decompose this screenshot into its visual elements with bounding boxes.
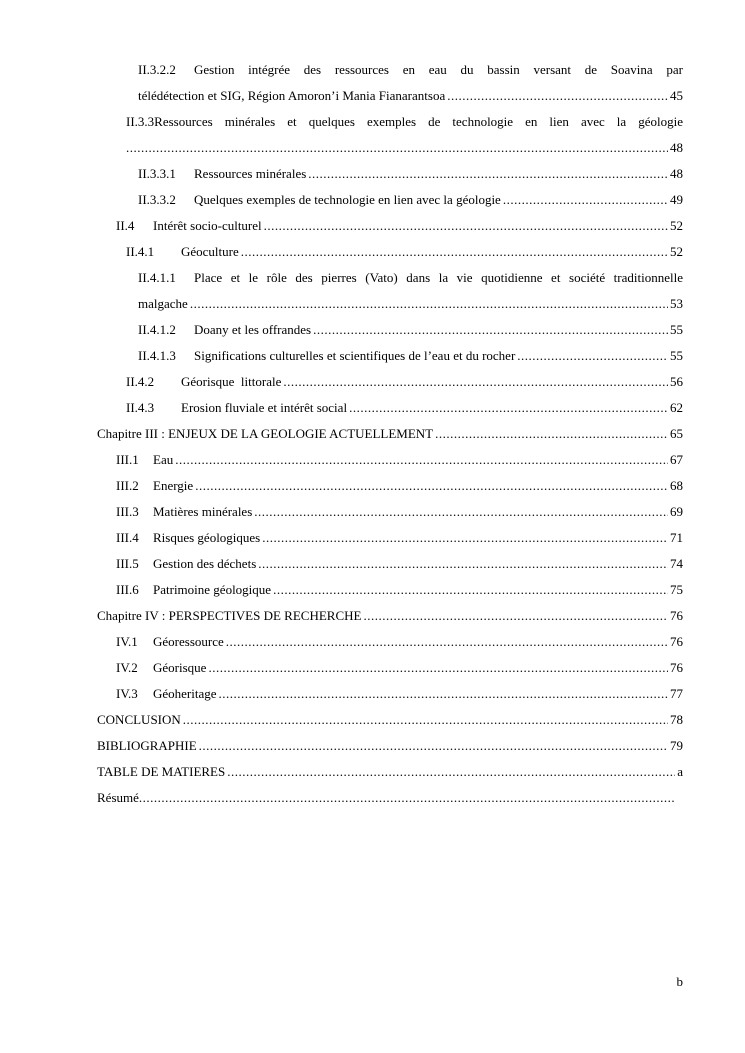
toc-entry-title: Géorisque xyxy=(153,660,207,675)
toc-entry-number: III.4 xyxy=(116,530,139,545)
toc-entry-title: Erosion fluviale et intérêt social xyxy=(181,400,348,415)
toc-entry xyxy=(97,606,683,626)
toc-entry-title: Ressources minérales et quelques exemples de technologie en lien avec la géologie xyxy=(154,114,683,129)
toc-entry-title: BIBLIOGRAPHIE xyxy=(97,738,197,753)
toc-entry-number: III.2 xyxy=(116,478,139,493)
toc-entry-number: II.4.1.1 xyxy=(138,270,176,285)
toc-leader-dots xyxy=(503,190,668,210)
toc-entry-title: Quelques exemples de technologie en lien avec la géologie xyxy=(194,192,501,207)
toc-entry-title: Significations culturelles et scientifiques de l’eau et du rocher xyxy=(194,348,516,363)
toc-entry-title: Résumé xyxy=(97,790,139,805)
toc-entry-page: 49 xyxy=(670,192,683,207)
toc-entry xyxy=(138,164,683,184)
toc-entry xyxy=(126,138,683,158)
toc-leader-dots xyxy=(227,762,675,782)
toc-entry xyxy=(138,60,683,80)
toc-entry-number: II.3.3.1 xyxy=(138,166,176,181)
toc-entry-page: 62 xyxy=(670,400,683,415)
toc-entry-page: 76 xyxy=(670,634,683,649)
toc-entry-page: 76 xyxy=(670,660,683,675)
toc-leader-dots xyxy=(190,294,668,314)
toc-entry-number: II.3.3 xyxy=(126,114,155,129)
toc-entry-number: III.5 xyxy=(116,556,139,571)
toc-entry xyxy=(138,320,683,340)
toc-leader-dots xyxy=(517,346,668,366)
toc-entry-title: Chapitre III : ENJEUX DE LA GEOLOGIE ACTUELLEMENT xyxy=(97,426,434,441)
toc-entry-title: Ressources minérales xyxy=(194,166,307,181)
toc-leader-dots xyxy=(199,736,668,756)
toc-entry-title: Intérêt socio-culturel xyxy=(153,218,262,233)
toc-leader-dots xyxy=(254,502,668,522)
toc-entry xyxy=(116,580,683,600)
toc-entry xyxy=(116,684,683,704)
toc-entry-page: 56 xyxy=(670,374,683,389)
toc-entry-number: II.4 xyxy=(116,218,135,233)
toc-leader-dots xyxy=(241,242,668,262)
toc-entry xyxy=(138,86,683,106)
toc-entry xyxy=(97,710,683,730)
toc-entry-number: II.4.1.2 xyxy=(138,322,176,337)
toc-entry-title: Doany et les offrandes xyxy=(194,322,312,337)
toc-entry-title: Gestion intégrée des ressources en eau du bassin versant de Soavina par xyxy=(194,62,683,77)
toc-entry xyxy=(116,476,683,496)
toc-entry-title: Risques géologiques xyxy=(153,530,261,545)
toc-entry-number: IV.3 xyxy=(116,686,138,701)
toc-entry-title: télédétection et SIG, Région Amoron’i Mania Fianarantsoa xyxy=(138,88,446,103)
toc-entry xyxy=(126,372,683,392)
toc-entry-title: Patrimoine géologique xyxy=(153,582,272,597)
toc-leader-dots xyxy=(195,476,668,496)
toc-entry-page: 71 xyxy=(670,530,683,545)
toc-entry-page: 48 xyxy=(670,166,683,181)
toc-entry-page: 52 xyxy=(670,218,683,233)
toc-entry-number: II.4.1.3 xyxy=(138,348,176,363)
toc-entry-page: 75 xyxy=(670,582,683,597)
toc-entry-page: 45 xyxy=(670,88,683,103)
toc-entry-number: III.3 xyxy=(116,504,139,519)
toc-entry xyxy=(126,398,683,418)
toc-entry xyxy=(116,528,683,548)
toc-leader-dots xyxy=(435,424,668,444)
toc-leader-dots xyxy=(208,658,668,678)
toc-entry xyxy=(116,554,683,574)
toc-entry-number: II.3.3.2 xyxy=(138,192,176,207)
toc-entry xyxy=(97,424,683,444)
toc-entry-page: 74 xyxy=(670,556,683,571)
toc-leader-dots xyxy=(226,632,668,652)
toc-entry-page: 78 xyxy=(670,712,683,727)
toc-entry-title: Chapitre IV : PERSPECTIVES DE RECHERCHE xyxy=(97,608,362,623)
toc-leader-dots xyxy=(262,528,668,548)
toc-entry-title: malgache xyxy=(138,296,188,311)
toc-entry-title: Matières minérales xyxy=(153,504,253,519)
toc-leader-dots xyxy=(175,450,668,470)
toc-entry-number: IV.1 xyxy=(116,634,138,649)
toc-entry-page: 67 xyxy=(670,452,683,467)
toc-entry xyxy=(126,242,683,262)
toc-entry-title: Place et le rôle des pierres (Vato) dans la vie quotidienne et société traditionnelle xyxy=(194,270,683,285)
toc-entry-page: 53 xyxy=(670,296,683,311)
toc-entry-number: II.4.3 xyxy=(126,400,155,415)
toc-entry-number: II.3.2.2 xyxy=(138,62,176,77)
toc-entry-title: Géorisque littorale xyxy=(181,374,282,389)
toc-leader-dots xyxy=(273,580,668,600)
toc-entry xyxy=(116,658,683,678)
toc-leader-dots xyxy=(264,216,668,236)
toc-leader-dots xyxy=(219,684,668,704)
toc-leader-dots xyxy=(313,320,668,340)
toc-entry-page: 65 xyxy=(670,426,683,441)
toc-entry xyxy=(97,762,683,782)
toc-leader-dots xyxy=(349,398,668,418)
toc-entry xyxy=(97,788,677,808)
toc-entry xyxy=(126,112,683,132)
toc-leader-dots xyxy=(283,372,668,392)
toc-entry xyxy=(138,268,683,288)
toc-entry-page: 55 xyxy=(670,322,683,337)
toc-entry xyxy=(116,502,683,522)
toc-entry xyxy=(138,190,683,210)
toc-entry-number: IV.2 xyxy=(116,660,138,675)
toc-leader-dots xyxy=(126,138,668,158)
toc-leader-dots xyxy=(363,606,668,626)
toc-leader-dots xyxy=(308,164,668,184)
toc-entry xyxy=(116,632,683,652)
toc-entry-page: 79 xyxy=(670,738,683,753)
toc-entry-number: II.4.1 xyxy=(126,244,155,259)
toc-leader-dots xyxy=(139,788,675,808)
toc-entry-page: 52 xyxy=(670,244,683,259)
toc-entry-page: 55 xyxy=(670,348,683,363)
toc-entry xyxy=(138,294,683,314)
toc-entry-title: Géoheritage xyxy=(153,686,217,701)
toc-entry-page: 68 xyxy=(670,478,683,493)
toc-entry xyxy=(138,346,683,366)
toc-entry-page: 48 xyxy=(670,140,683,155)
page-number: b xyxy=(676,974,683,989)
toc-entry-number: III.1 xyxy=(116,452,139,467)
toc-entry xyxy=(116,450,683,470)
toc-leader-dots xyxy=(447,86,668,106)
toc-leader-dots xyxy=(183,710,668,730)
toc-entry-title: Géoressource xyxy=(153,634,224,649)
toc-entry-title: Eau xyxy=(153,452,174,467)
toc-entry-title: Géoculture xyxy=(181,244,239,259)
toc-entry-number: II.4.2 xyxy=(126,374,155,389)
toc-entry-title: TABLE DE MATIERES xyxy=(97,764,226,779)
toc-entry-page: a xyxy=(677,764,683,779)
toc-leader-dots xyxy=(258,554,668,574)
toc-entry xyxy=(97,736,683,756)
toc-entry-title: Energie xyxy=(153,478,194,493)
toc-entry xyxy=(116,216,683,236)
toc-entry-title: Gestion des déchets xyxy=(153,556,257,571)
toc-entry-page: 76 xyxy=(670,608,683,623)
toc-entry-number: III.6 xyxy=(116,582,139,597)
toc-entry-title: CONCLUSION xyxy=(97,712,181,727)
toc-entry-page: 69 xyxy=(670,504,683,519)
toc-entry-page: 77 xyxy=(670,686,683,701)
